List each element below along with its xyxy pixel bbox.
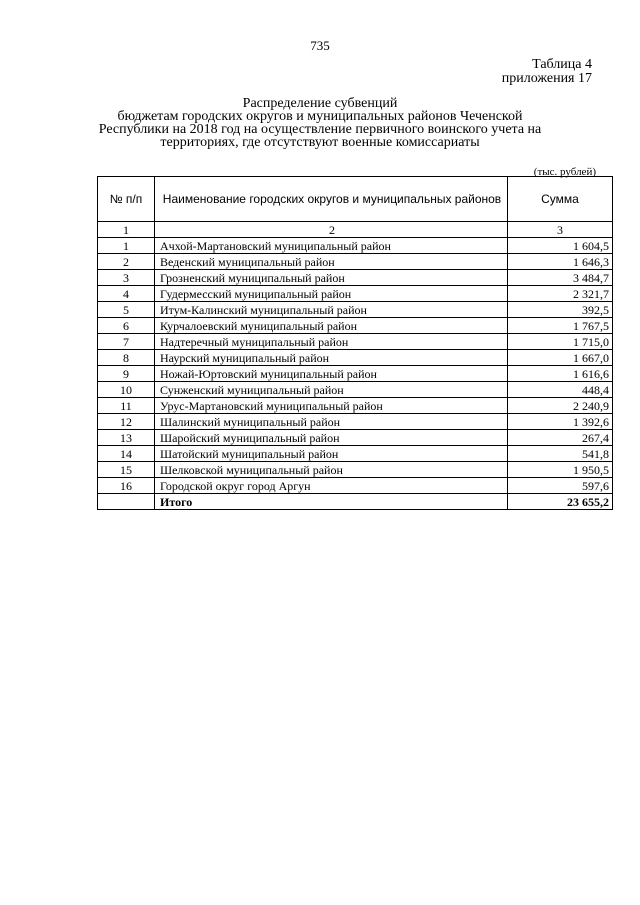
- row-sum: 597,6: [508, 478, 613, 494]
- row-sum: 2 321,7: [508, 286, 613, 302]
- row-sum: 1 667,0: [508, 350, 613, 366]
- row-num: 2: [98, 254, 155, 270]
- table-ref-line2: приложения 17: [501, 71, 592, 86]
- table-row: [98, 350, 613, 366]
- row-name: Ачхой-Мартановский муниципальный район: [155, 238, 508, 254]
- row-name: Ножай-Юртовский муниципальный район: [155, 366, 508, 382]
- row-name: Шалинский муниципальный район: [155, 414, 508, 430]
- subventions-table: [97, 176, 613, 510]
- table-row: [98, 254, 613, 270]
- units-note: (тыс. рублей): [533, 166, 596, 178]
- row-sum: 2 240,9: [508, 398, 613, 414]
- row-sum: 3 484,7: [508, 270, 613, 286]
- table-row: [98, 398, 613, 414]
- title-line-4: территориях, где отсутствуют военные комиссариаты: [160, 135, 480, 150]
- table-row: [98, 302, 613, 318]
- row-name: Итум-Калинский муниципальный район: [155, 302, 508, 318]
- row-num: 14: [98, 446, 155, 462]
- row-num: 7: [98, 334, 155, 350]
- row-name: Шатойский муниципальный район: [155, 446, 508, 462]
- table-row: [98, 462, 613, 478]
- table-row: [98, 270, 613, 286]
- page-number: 735: [310, 38, 330, 53]
- row-num: 4: [98, 286, 155, 302]
- row-num: 9: [98, 366, 155, 382]
- row-num: 13: [98, 430, 155, 446]
- header-name: Наименование городских округов и муниципальных районов: [155, 177, 508, 222]
- row-sum: 1 616,6: [508, 366, 613, 382]
- table-row: [98, 334, 613, 350]
- row-name: Надтеречный муниципальный район: [155, 334, 508, 350]
- table-row: [98, 238, 613, 254]
- table-row: [98, 446, 613, 462]
- row-name: Шаройский муниципальный район: [155, 430, 508, 446]
- row-sum: 1 767,5: [508, 318, 613, 334]
- table-reference: [502, 58, 592, 86]
- row-name: Городской округ город Аргун: [155, 478, 508, 494]
- row-sum: 541,8: [508, 446, 613, 462]
- row-name: Веденский муниципальный район: [155, 254, 508, 270]
- total-row: [98, 494, 613, 510]
- column-index-row: [98, 222, 613, 238]
- table-row: [98, 382, 613, 398]
- row-num: 1: [98, 238, 155, 254]
- row-num: 5: [98, 302, 155, 318]
- row-sum: 1 646,3: [508, 254, 613, 270]
- row-name: Курчалоевский муниципальный район: [155, 318, 508, 334]
- header-row: [98, 177, 613, 222]
- table-row: [98, 286, 613, 302]
- table-header: [98, 177, 613, 222]
- row-sum: 1 715,0: [508, 334, 613, 350]
- header-num: № п/п: [98, 177, 155, 222]
- index-num: 1: [98, 222, 155, 238]
- title-line-3: Республики на 2018 год на осуществление первичного воинского учета на: [98, 122, 542, 137]
- row-num: 12: [98, 414, 155, 430]
- row-name: Урус-Мартановский муниципальный район: [155, 398, 508, 414]
- row-sum: 448,4: [508, 382, 613, 398]
- table-row: [98, 366, 613, 382]
- total-sum: 23 655,2: [508, 494, 613, 510]
- row-num: 3: [98, 270, 155, 286]
- row-sum: 1 604,5: [508, 238, 613, 254]
- header-sum: Сумма: [508, 177, 613, 222]
- row-num: 15: [98, 462, 155, 478]
- row-name: Грозненский муниципальный район: [155, 270, 508, 286]
- row-sum: 267,4: [508, 430, 613, 446]
- table-row: [98, 318, 613, 334]
- document-title: [60, 97, 580, 149]
- row-num: 11: [98, 398, 155, 414]
- index-sum: 3: [508, 222, 613, 238]
- table-row: [98, 430, 613, 446]
- row-name: Гудермесский муниципальный район: [155, 286, 508, 302]
- row-num: 8: [98, 350, 155, 366]
- table-body: [98, 222, 613, 510]
- title-line-2: бюджетам городских округов и муниципальных районов Чеченской: [117, 109, 523, 124]
- row-num: 6: [98, 318, 155, 334]
- row-num: 16: [98, 478, 155, 494]
- row-num: 10: [98, 382, 155, 398]
- total-num: [98, 494, 155, 510]
- row-sum: 392,5: [508, 302, 613, 318]
- row-sum: 1 392,6: [508, 414, 613, 430]
- index-name: 2: [155, 222, 508, 238]
- table-row: [98, 478, 613, 494]
- total-label: Итого: [155, 494, 508, 510]
- table-ref-line1: Таблица 4: [532, 57, 592, 72]
- row-name: Шелковской муниципальный район: [155, 462, 508, 478]
- title-line-1: Распределение субвенций: [242, 96, 398, 111]
- row-sum: 1 950,5: [508, 462, 613, 478]
- row-name: Сунженский муниципальный район: [155, 382, 508, 398]
- row-name: Наурский муниципальный район: [155, 350, 508, 366]
- table-row: [98, 414, 613, 430]
